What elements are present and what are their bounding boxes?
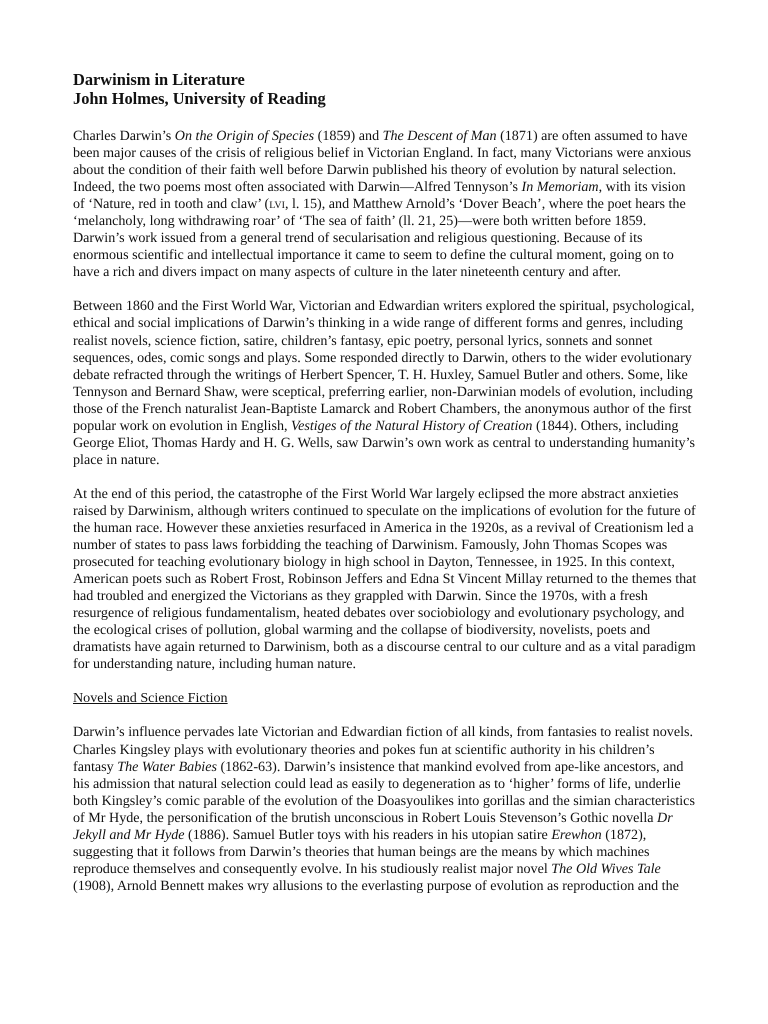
text-run: Charles Darwin’s xyxy=(73,128,175,144)
text-run: At the end of this period, the catastrophe of the First World War largely eclipsed the more abstract anxieties raised by Darwinism, although writers continued to speculate on the implications of evolution for the future of the human race. However these anxieties resurfaced in America in the 1920s, as a revival of Creationism led a number of states to pass laws forbidding the teaching of Darwinism. Famously, John Thomas Scopes was prosecuted for teaching evolutionary biology in high school in Dayton, Tennessee, in 1925. In this context, American poets such as Robert Frost, Robinson Jeffers and Edna St Vincent Millay returned to the themes that had troubled and energized the Victorians as they grappled with Darwin. Since the 1970s, with a fresh resurgence of religious fundamentalism, heated debates over sociobiology and evolutionary psychology, and the ecological crises of pollution, global warming and the collapse of biodiversity, novelists, poets and dramatists have again returned to Darwinism, both as a discourse central to our culture and as a vital paradigm for understanding nature, including human nature. xyxy=(73,485,697,673)
italic-title: The Water Babies xyxy=(117,758,217,775)
small-caps-numeral: lvi xyxy=(269,196,285,213)
text-run: Darwin’s influence pervades late Victorian and Edwardian fiction of all kinds, from fantasies to realist novels. Charles Kingsley plays with evolutionary theories and pokes fun at scientific authority in his children’s fantasy xyxy=(73,724,694,775)
italic-title: Erewhon xyxy=(551,826,602,843)
text-run: (1862-63). Darwin’s insistence that mankind evolved from ape-like ancestors, and his admission that natural selection could lead as easily to degeneration as to ‘higher’ forms of life, underlie both Kingsley’s comic parable of the evolution of the Doasyoulikes into gorillas and the simian characteristics of Mr Hyde, the personification of the brutish unconscious in Robert Louis Stevenson’s Gothic novella xyxy=(73,758,695,826)
italic-title: Vestiges of the Natural History of Creation xyxy=(291,417,533,434)
section-heading-novels: Novels and Science Fiction xyxy=(73,690,228,707)
text-run: (1844). Others, including George Eliot, Thomas Hardy and H. G. Wells, saw Darwin’s own work as central to understanding humanity’s place in nature. xyxy=(73,417,696,468)
paragraph-1 xyxy=(73,128,697,281)
text-run: (1871) are often assumed to have been major causes of the crisis of religious belief in Victorian England. In fact, many Victorians were anxious about the condition of their faith well before Darwin published his theory of evolution by natural selection. Indeed, the two poems most often associated with Darwin—Alfred Tennyson’s xyxy=(73,128,692,196)
italic-title: The Descent of Man xyxy=(382,128,497,144)
text-run: (1859) and xyxy=(314,128,383,144)
document-page xyxy=(73,70,697,912)
document-title: Darwinism in Literature xyxy=(73,70,245,89)
italic-title: The Old Wives Tale xyxy=(551,860,661,877)
text-run: (1872), suggesting that it follows from Darwin’s theories that human beings are the means by which machines reproduce themselves and consequently evolve. In his studiously realist major novel xyxy=(73,826,650,877)
paragraph-3 xyxy=(73,486,697,674)
text-run: , l. 15), and Matthew Arnold’s ‘Dover Beach’, where the poet hears the ‘melancholy, long withdrawing roar’ of ‘The sea of faith’ (ll. 21, 25)—were both written before 1859. Darwin’s work issued from a general trend of secularisation and religious questioning. Because of its enormous scientific and intellectual importance it came to seem to define the cultural moment, going on to have a rich and divers impact on many aspects of culture in the later nineteenth century and after. xyxy=(73,196,686,281)
italic-title: Dr Jekyll and Mr Hyde xyxy=(73,809,673,843)
document-author: John Holmes, University of Reading xyxy=(73,89,326,108)
italic-title: On the Origin of Species xyxy=(174,128,315,144)
text-run: , with its vision of ‘Nature, red in tooth and claw’ ( xyxy=(73,179,686,213)
text-run: (1908), Arnold Bennett makes wry allusions to the everlasting purpose of evolution as reproduction and the xyxy=(73,877,679,894)
text-run: Between 1860 and the First World War, Victorian and Edwardian writers explored the spiritual, psychological, ethical and social implications of Darwin’s thinking in a wide range of different forms and genres, including realist novels, science fiction, satire, children’s fantasy, epic poetry, personal lyrics, sonnets and sonnet sequences, odes, comic songs and plays. Some responded directly to Darwin, others to the wider evolutionary debate refracted through the writings of Herbert Spencer, T. H. Huxley, Samuel Butler and others. Some, like Tennyson and Bernard Shaw, were sceptical, preferring earlier, non-Darwinian models of evolution, including those of the French naturalist Jean-Baptiste Lamarck and Robert Chambers, the anonymous author of the first popular work on evolution in English, xyxy=(73,298,695,434)
paragraph-2 xyxy=(73,298,697,468)
document-header xyxy=(73,70,697,108)
paragraph-4 xyxy=(73,724,697,894)
italic-title: In Memoriam xyxy=(521,179,599,196)
text-run: (1886). Samuel Butler toys with his readers in his utopian satire xyxy=(184,826,552,843)
